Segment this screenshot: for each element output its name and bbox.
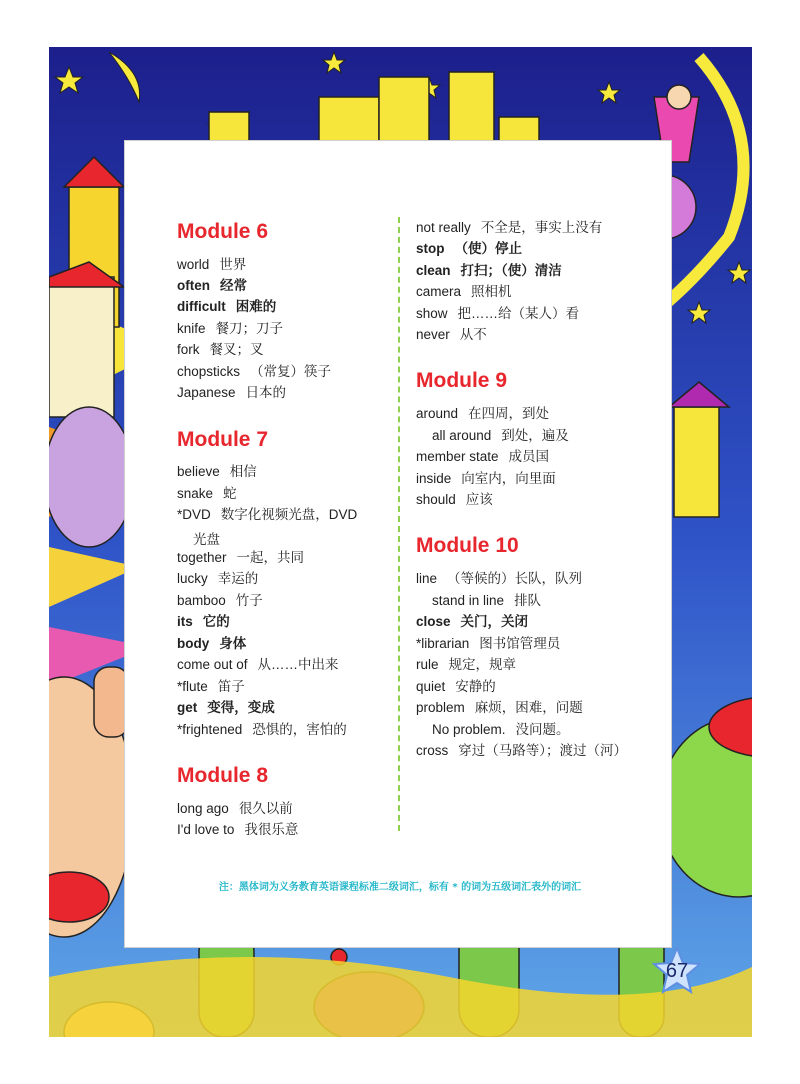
vocab-entry: come out of 从……中出来 <box>177 657 339 672</box>
vocab-entry: knife 餐刀；刀子 <box>177 321 284 336</box>
column-divider <box>398 217 400 831</box>
vocab-entry: together 一起，共同 <box>177 550 305 565</box>
module-9-title: Module 9 <box>416 369 508 392</box>
vocab-entry: *librarian 图书馆管理员 <box>416 636 561 651</box>
vocab-entry: not really 不全是，事实上没有 <box>416 220 603 235</box>
vocab-entry: body 身体 <box>177 636 247 651</box>
module-6-title: Module 6 <box>177 220 269 243</box>
page-number-badge <box>652 946 702 996</box>
vocab-entry: snake 蛇 <box>177 486 237 501</box>
vocab-entry: chopsticks （常复）筷子 <box>177 364 332 379</box>
vocab-entry: No problem. 没问题。 <box>432 722 570 737</box>
vocab-entry: problem 麻烦，困难，问题 <box>416 700 583 715</box>
vocab-entry-continuation: 光盘 <box>193 532 220 547</box>
vocabulary-panel <box>124 140 672 948</box>
vocab-entry: never 从不 <box>416 327 487 342</box>
vocab-entry: *frightened 恐惧的，害怕的 <box>177 722 347 737</box>
vocab-entry: lucky 幸运的 <box>177 571 259 586</box>
vocab-entry: fork 餐叉；叉 <box>177 342 264 357</box>
vocab-entry: its 它的 <box>177 614 230 629</box>
vocab-entry: rule 规定，规章 <box>416 657 517 672</box>
vocab-entry: difficult 困难的 <box>177 299 277 314</box>
module-8-title: Module 8 <box>177 764 269 787</box>
vocab-entry: close 关门，关闭 <box>416 614 529 629</box>
vocab-entry: cross 穿过（马路等）；渡过（河） <box>416 743 628 758</box>
vocab-entry: stand in line 排队 <box>432 593 542 608</box>
vocab-entry: clean 打扫；（使）清洁 <box>416 263 562 278</box>
vocab-entry: should 应该 <box>416 492 493 507</box>
module-7-title: Module 7 <box>177 428 269 451</box>
vocab-entry: believe 相信 <box>177 464 257 479</box>
vocab-entry: often 经常 <box>177 278 247 293</box>
vocab-entry: all around 到处，遍及 <box>432 428 569 443</box>
vocab-entry: bamboo 竹子 <box>177 593 263 608</box>
vocab-entry: *flute 笛子 <box>177 679 245 694</box>
footnote: 注：黑体词为义务教育英语课程标准二级词汇，标有 * 的词为五级词汇表外的词汇 <box>218 882 582 893</box>
vocab-entry: around 在四周，到处 <box>416 406 550 421</box>
vocab-entry: *DVD 数字化视频光盘，DVD <box>177 507 358 522</box>
vocab-entry: line （等候的）长队，队列 <box>416 571 583 586</box>
vocab-entry: quiet 安静的 <box>416 679 496 694</box>
vocab-entry: inside 向室内，向里面 <box>416 471 556 486</box>
vocab-entry: show 把……给（某人）看 <box>416 306 580 321</box>
vocab-entry: stop （使）停止 <box>416 241 522 256</box>
vocab-entry: Japanese 日本的 <box>177 385 287 400</box>
vocab-entry: long ago 很久以前 <box>177 801 293 816</box>
vocab-entry: camera 照相机 <box>416 284 512 299</box>
vocab-entry: get 变得，变成 <box>177 700 275 715</box>
vocab-entry: I'd love to 我很乐意 <box>177 822 299 837</box>
page-number: 67 <box>665 960 689 982</box>
vocab-entry: member state 成员国 <box>416 449 550 464</box>
module-10-title: Module 10 <box>416 534 519 557</box>
vocab-entry: world 世界 <box>177 257 247 272</box>
